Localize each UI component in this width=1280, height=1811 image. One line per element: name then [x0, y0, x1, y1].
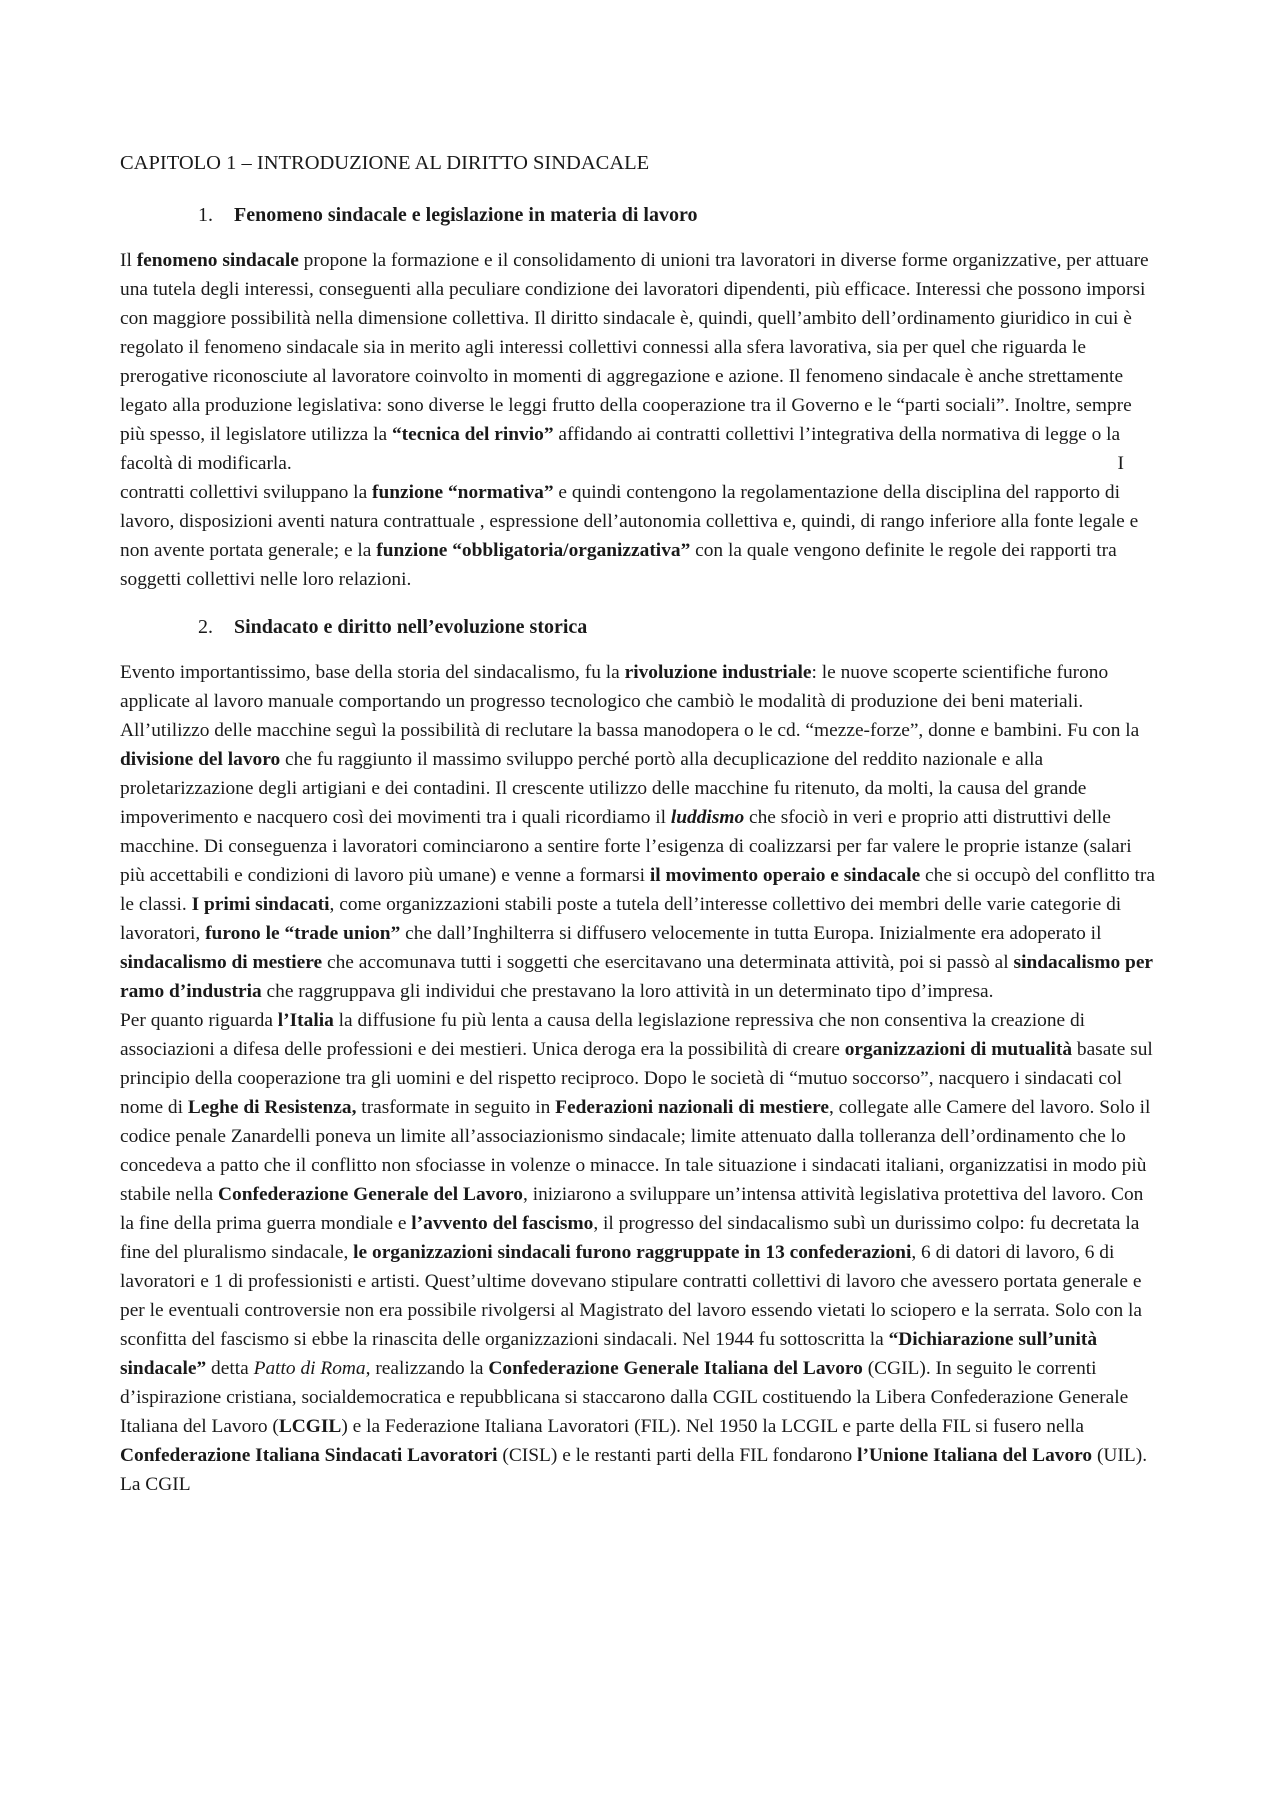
bold-term: Confederazione Italiana Sindacati Lavoratori [120, 1445, 498, 1466]
section-number: 1. [198, 204, 213, 226]
text-run: con la quale vengono definite le regole dei rapporti tra soggetti collettivi nelle loro relazioni. [120, 540, 1117, 590]
bold-term: Federazioni nazionali di mestiere [555, 1097, 829, 1118]
bold-term: sindacalismo di mestiere [120, 952, 323, 973]
text-run: basate sul principio della cooperazione tra gli uomini e del rispetto reciproco. Dopo le società di “mutuo soccorso”, nacquero i sindacati col nome di [120, 1039, 1153, 1118]
document-page [120, 148, 1160, 1499]
text-run: , 6 di datori di lavoro, 6 di lavoratori e 1 di professionisti e artisti. Quest’ultime dovevano stipulare contratti collettivi di lavoro che avessero portata generale e per le eventuali controversie non era possibile rivolgersi al Magistrato del lavoro essendo vietati lo sciopero e la serrata. Solo con la sconfitta del fascismo si ebbe la rinascita delle organizzazioni sindacali. Nel 1944 fu sottoscritta la [120, 1242, 1142, 1350]
text-run: (CGIL). In seguito le correnti d’ispirazione cristiana, socialdemocratica e repubblicana si staccarono dalla CGIL costituendo la Libera Confederazione Generale Italiana del Lavoro ( [120, 1358, 1129, 1437]
paragraph-fenomeno-sindacale [120, 246, 1160, 478]
section-heading-1 [120, 200, 1160, 230]
text-run: Per quanto riguarda [120, 1010, 278, 1031]
bold-term: fenomeno sindacale [136, 250, 299, 271]
bold-term: organizzazioni di mutualità [844, 1039, 1073, 1060]
text-run: (CISL) e le restanti parti della FIL fondarono [497, 1445, 858, 1466]
text-run: che dall’Inghilterra si diffusero velocemente in tutta Europa. Inizialmente era adoperato il [400, 923, 1102, 944]
bold-term: Leghe di Resistenza, [187, 1097, 357, 1118]
bold-term: funzione “normativa” [372, 482, 554, 503]
paragraph-contratti-collettivi [120, 478, 1160, 594]
text-run: che accomunava tutti i soggetti che esercitavano una determinata attività, poi si passò al [322, 952, 1014, 973]
bold-term: rivoluzione industriale [624, 662, 812, 683]
section-heading-2 [120, 612, 1160, 642]
text-run: , collegate alle Camere del lavoro. Solo il codice penale Zanardelli poneva un limite all’associazionismo sindacale; limite attenuato dalla tolleranza dell’ordinamento che lo concedeva a patto che il conflitto non sfociasse in volenze o minacce. In tale situazione i sindacati italiani, organizzatisi in modo più stabile nella [120, 1097, 1151, 1205]
bold-term: Confederazione Generale del Lavoro [218, 1184, 523, 1205]
text-run: che si occupò del conflitto tra le classi. [120, 865, 1155, 915]
chapter-title: CAPITOLO 1 – INTRODUZIONE AL DIRITTO SINDACALE [120, 152, 650, 174]
bold-term: LCGIL [278, 1416, 342, 1437]
section-number: 2. [198, 616, 213, 638]
paragraph-italia [120, 1006, 1160, 1499]
text-run: che sfociò in veri e proprio atti distruttivi delle macchine. Di conseguenza i lavoratori cominciarono a sentire forte l’esigenza di coalizzarsi per far valere le proprie istanze (salari più accettabili e condizioni di lavoro più umane) e venne a formarsi [120, 807, 1132, 886]
bold-term: divisione del lavoro [120, 749, 281, 770]
text-run: la diffusione fu più lenta a causa della legislazione repressiva che non consentiva la creazione di associazioni a difesa delle professioni e dei mestieri. Unica deroga era la possibilità di creare [120, 1010, 1086, 1060]
bold-term: sindacalismo per ramo d’industria [120, 952, 1153, 1002]
text-run: detta [206, 1358, 254, 1379]
text-run: contratti collettivi sviluppano la [120, 482, 373, 503]
text-run: : le nuove scoperte scientifiche furono applicate al lavoro manuale comportando un progresso tecnologico che cambiò le modalità di produzione dei beni materiali. All’utilizzo delle macchine seguì la possibilità di reclutare la bassa manodopera o le cd. “mezze-forze”, donne e bambini. Fu con la [120, 662, 1140, 741]
bold-term: il movimento operaio e sindacale [649, 865, 921, 886]
bold-term: I primi sindacati [191, 894, 330, 915]
italic-term: Patto di Roma [253, 1358, 366, 1379]
text-run: e quindi contengono la regolamentazione della disciplina del rapporto di lavoro, disposizioni aventi natura contrattuale , espressione dell’autonomia collettiva e, quindi, di rango inferiore alla fonte legale e non avente portata generale; e la [120, 482, 1139, 561]
paragraph-rivoluzione-industriale [120, 658, 1160, 1006]
text-run: ) e la Federazione Italiana Lavoratori (FIL). Nel 1950 la LCGIL e parte della FIL si fusero nella [341, 1416, 1084, 1437]
stray-letter: I [1117, 453, 1124, 474]
text-run: , il progresso del sindacalismo subì un durissimo colpo: fu decretata la fine del pluralismo sindacale, [120, 1213, 1140, 1263]
text-run: trasformate in seguito in [356, 1097, 556, 1118]
bold-term: l’Italia [277, 1010, 334, 1031]
bold-term: funzione “obbligatoria/organizzativa” [376, 540, 691, 561]
text-run: Evento importantissimo, base della storia del sindacalismo, fu la [120, 662, 625, 683]
text-run: , realizzando la [365, 1358, 489, 1379]
text-run: Il [120, 250, 137, 271]
bold-term: Confederazione Generale Italiana del Lavoro [488, 1358, 863, 1379]
bold-term: furono le “trade union” [205, 923, 401, 944]
bold-term: le organizzazioni sindacali furono raggruppate in 13 confederazioni [353, 1242, 912, 1263]
text-run: , iniziarono a sviluppare un’intensa attività legislativa protettiva del lavoro. Con la fine della prima guerra mondiale e [120, 1184, 1144, 1234]
text-run: , come organizzazioni stabili poste a tutela dell’interesse collettivo dei membri delle varie categorie di lavoratori, [120, 894, 1122, 944]
bold-term: l’Unione Italiana del Lavoro [857, 1445, 1093, 1466]
text-run: che raggruppava gli individui che prestavano la loro attività in un determinato tipo d’impresa. [261, 981, 994, 1002]
section-title: Fenomeno sindacale e legislazione in materia di lavoro [234, 204, 698, 226]
text-run: propone la formazione e il consolidamento di unioni tra lavoratori in diverse forme organizzative, per attuare una tutela degli interessi, conseguenti alla peculiare condizione dei lavoratori dipendenti, più efficace. Interessi che possono imporsi con maggiore possibilità nella dimensione collettiva. Il diritto sindacale è, quindi, quell’ambito dell’ordinamento giuridico in cui è regolato il fenomeno sindacale sia in merito agli interessi collettivi connessi alla sfera lavorativa, sia per quel che riguarda le prerogative riconosciute al lavoratore coinvolto in momenti di aggregazione e azione. Il fenomeno sindacale è anche strettamente legato alla produzione legislativa: sono diverse le leggi frutto della cooperazione tra il Governo e le “parti sociali”. Inoltre, sempre più spesso, il legislatore utilizza la [120, 250, 1149, 445]
bold-term: “tecnica del rinvio” [391, 424, 554, 445]
text-run: affidando ai contratti collettivi l’integrativa della normativa di legge o la facoltà di modificarla. [120, 424, 1121, 474]
bold-term: l’avvento del fascismo [411, 1213, 594, 1234]
bold-italic-term: luddismo [670, 807, 745, 828]
section-title: Sindacato e diritto nell’evoluzione storica [234, 616, 588, 638]
bold-term: “Dichiarazione sull’unità sindacale” [120, 1329, 1098, 1379]
text-run: (UIL). La CGIL [120, 1445, 1148, 1495]
text-run: che fu raggiunto il massimo sviluppo perché portò alla decuplicazione del reddito nazionale e alla proletarizzazione degli artigiani e dei contadini. Il crescente utilizzo delle macchine fu ritenuto, da molti, la causa del grande impoverimento e nacquero così dei movimenti tra i quali ricordiamo il [120, 749, 1087, 828]
